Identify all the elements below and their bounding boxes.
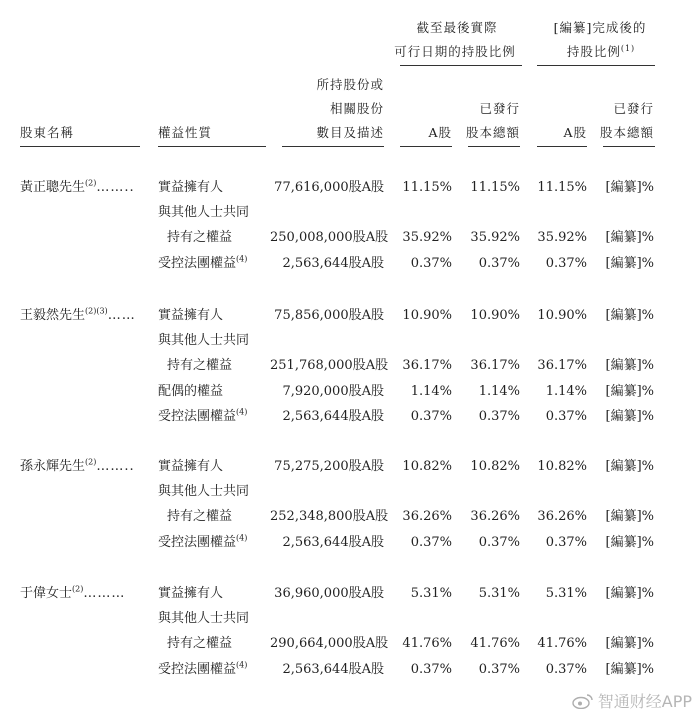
pct-a-share-current: 0.37% <box>410 535 452 550</box>
shareholder-note: (2)(3) <box>85 306 108 316</box>
interest-nature-cell <box>158 256 247 272</box>
interest-nature-cell <box>158 484 249 500</box>
shares-held: 2,563,644股A股 <box>282 409 384 424</box>
pct-a-share-current: 5.31% <box>410 586 452 601</box>
shares-held: 75,275,200股A股 <box>274 459 384 474</box>
pct-a-share-after: 36.26% <box>537 509 587 524</box>
pct-total-current: 10.82% <box>470 459 520 474</box>
shareholder-name-cell <box>20 586 125 602</box>
pct-total-after: [編纂]% <box>605 230 654 245</box>
rule-b-share <box>537 146 587 147</box>
pct-total-after: [編纂]% <box>605 256 654 271</box>
pct-a-share-after: 0.37% <box>545 662 587 677</box>
interest-nature: 實益擁有人 <box>158 308 224 323</box>
shareholder-name-cell <box>20 180 135 196</box>
header-group-b-line1: [編纂]完成後的 <box>553 20 647 35</box>
pct-a-share-current: 35.92% <box>402 230 452 245</box>
interest-nature: 持有之權益 <box>167 358 233 373</box>
header-nature: 權益性質 <box>158 125 213 140</box>
pct-a-share-after: 11.15% <box>537 180 587 195</box>
pct-a-share-after: 36.17% <box>537 358 587 373</box>
shareholder-note: (2) <box>72 584 84 594</box>
pct-total-after: [編纂]% <box>605 636 654 651</box>
interest-note: (4) <box>236 660 248 670</box>
pct-total-current: 0.37% <box>478 409 520 424</box>
shareholder-name: 孫永輝先生 <box>20 459 86 474</box>
pct-a-share-after: 35.92% <box>537 230 587 245</box>
watermark <box>572 689 692 712</box>
pct-total-after: [編纂]% <box>605 358 654 373</box>
shareholder-note: (2) <box>85 178 97 188</box>
pct-total-after: [編纂]% <box>605 409 654 424</box>
pct-a-share-current: 0.37% <box>410 409 452 424</box>
header-shares-line3: 數目及描述 <box>316 125 384 140</box>
header-b-total-line1: 已發行 <box>613 101 654 116</box>
rule-b-total <box>603 146 655 147</box>
leader-dots: …….. <box>96 459 135 474</box>
pct-total-current: 0.37% <box>478 535 520 550</box>
pct-a-share-after: 10.90% <box>537 308 587 323</box>
interest-note: (4) <box>236 407 248 417</box>
pct-total-after: [編纂]% <box>605 308 654 323</box>
shareholder-name: 王毅然先生 <box>20 308 86 323</box>
weibo-icon <box>572 693 594 709</box>
interest-nature-cell <box>158 308 223 324</box>
interest-nature: 實益擁有人 <box>158 586 224 601</box>
shareholder-name-cell <box>20 308 136 324</box>
interest-nature: 與其他人士共同 <box>158 333 250 348</box>
pct-total-current: 35.92% <box>470 230 520 245</box>
header-a-total-line2: 股本總額 <box>465 125 520 140</box>
interest-nature-cell <box>158 205 249 221</box>
interest-nature-cell <box>158 459 223 475</box>
header-group-b-line2-wrap <box>546 44 656 60</box>
pct-a-share-current: 0.37% <box>410 256 452 271</box>
pct-a-share-after: 10.82% <box>537 459 587 474</box>
interest-nature: 實益擁有人 <box>158 459 224 474</box>
pct-a-share-after: 5.31% <box>545 586 587 601</box>
shares-held: 250,008,000股A股 <box>270 230 389 245</box>
pct-total-after: [編纂]% <box>605 509 654 524</box>
shares-held: 290,664,000股A股 <box>270 636 389 651</box>
interest-nature-cell <box>167 230 232 246</box>
pct-a-share-current: 10.90% <box>402 308 452 323</box>
interest-nature-cell <box>158 384 223 400</box>
header-group-a-line2: 可行日期的持股比例 <box>394 44 516 59</box>
interest-nature: 配偶的權益 <box>158 384 224 399</box>
interest-nature: 與其他人士共同 <box>158 484 250 499</box>
pct-a-share-current: 10.82% <box>402 459 452 474</box>
pct-a-share-current: 1.14% <box>410 384 452 399</box>
interest-nature-cell <box>158 333 249 349</box>
shares-held: 7,920,000股A股 <box>282 384 384 399</box>
header-a-share-2: A股 <box>563 125 587 140</box>
pct-total-current: 0.37% <box>478 662 520 677</box>
pct-a-share-current: 36.17% <box>402 358 452 373</box>
shareholder-name: 黃正聰先生 <box>20 180 86 195</box>
shares-held: 252,348,800股A股 <box>270 509 389 524</box>
leader-dots: ……… <box>83 586 126 601</box>
pct-total-current: 36.17% <box>470 358 520 373</box>
header-group-a-line1: 截至最後實際 <box>416 20 498 35</box>
interest-nature-cell <box>167 509 232 525</box>
header-group-a-rule <box>400 65 522 66</box>
shareholder-name-cell <box>20 459 135 475</box>
header-shares-line1: 所持股份或 <box>316 77 384 92</box>
interest-nature: 與其他人士共同 <box>158 205 250 220</box>
interest-nature: 實益擁有人 <box>158 180 224 195</box>
interest-nature-cell <box>167 358 232 374</box>
header-a-share-1: A股 <box>428 125 452 140</box>
rule-a-total <box>468 146 520 147</box>
interest-nature: 受控法團權益 <box>158 409 237 424</box>
pct-a-share-after: 41.76% <box>537 636 587 651</box>
header-group-b-rule <box>537 65 655 66</box>
shareholder-name: 于偉女士 <box>20 586 73 601</box>
shares-held: 77,616,000股A股 <box>274 180 384 195</box>
shares-held: 2,563,644股A股 <box>282 256 384 271</box>
pct-total-current: 36.26% <box>470 509 520 524</box>
pct-total-current: 11.15% <box>470 180 520 195</box>
pct-a-share-after: 0.37% <box>545 256 587 271</box>
pct-total-current: 1.14% <box>478 384 520 399</box>
rule-shares <box>282 146 384 147</box>
pct-a-share-current: 41.76% <box>402 636 452 651</box>
header-b-total-line2: 股本總額 <box>599 125 654 140</box>
shares-held: 251,768,000股A股 <box>270 358 389 373</box>
pct-total-after: [編纂]% <box>605 662 654 677</box>
interest-nature-cell <box>158 662 247 678</box>
interest-nature-cell <box>167 636 232 652</box>
shares-held: 2,563,644股A股 <box>282 662 384 677</box>
pct-a-share-current: 0.37% <box>410 662 452 677</box>
pct-total-after: [編纂]% <box>605 586 654 601</box>
interest-note: (4) <box>236 254 248 264</box>
pct-total-after: [編纂]% <box>605 459 654 474</box>
pct-a-share-after: 0.37% <box>545 535 587 550</box>
interest-note: (4) <box>236 533 248 543</box>
interest-nature: 受控法團權益 <box>158 535 237 550</box>
rule-nature <box>158 146 266 147</box>
pct-total-after: [編纂]% <box>605 535 654 550</box>
pct-total-current: 10.90% <box>470 308 520 323</box>
pct-total-current: 0.37% <box>478 256 520 271</box>
header-group-b-line2: 持股比例 <box>566 44 621 59</box>
interest-nature: 持有之權益 <box>167 636 233 651</box>
header-group-b-note: (1) <box>620 43 636 53</box>
interest-nature-cell <box>158 409 247 425</box>
pct-total-after: [編纂]% <box>605 180 654 195</box>
interest-nature: 與其他人士共同 <box>158 611 250 626</box>
interest-nature: 受控法團權益 <box>158 662 237 677</box>
pct-a-share-after: 0.37% <box>545 409 587 424</box>
interest-nature: 持有之權益 <box>167 230 233 245</box>
interest-nature-cell <box>158 535 247 551</box>
shares-held: 36,960,000股A股 <box>274 586 384 601</box>
interest-nature: 受控法團權益 <box>158 256 237 271</box>
pct-total-current: 5.31% <box>478 586 520 601</box>
rule-a-share <box>400 146 452 147</box>
watermark-text: 智通财经APP <box>597 692 692 711</box>
pct-a-share-current: 36.26% <box>402 509 452 524</box>
shares-held: 75,856,000股A股 <box>274 308 384 323</box>
pct-total-current: 41.76% <box>470 636 520 651</box>
pct-a-share-current: 11.15% <box>402 180 452 195</box>
interest-nature-cell <box>158 180 223 196</box>
interest-nature-cell <box>158 611 249 627</box>
header-shares-line2: 相關股份 <box>329 101 384 116</box>
header-holder: 股東名稱 <box>20 125 75 140</box>
leader-dots: …… <box>107 308 136 323</box>
leader-dots: …….. <box>96 180 135 195</box>
shareholder-note: (2) <box>85 457 97 467</box>
header-a-total-line1: 已發行 <box>479 101 520 116</box>
pct-total-after: [編纂]% <box>605 384 654 399</box>
interest-nature: 持有之權益 <box>167 509 233 524</box>
rule-holder <box>20 146 140 147</box>
interest-nature-cell <box>158 586 223 602</box>
shares-held: 2,563,644股A股 <box>282 535 384 550</box>
pct-a-share-after: 1.14% <box>545 384 587 399</box>
